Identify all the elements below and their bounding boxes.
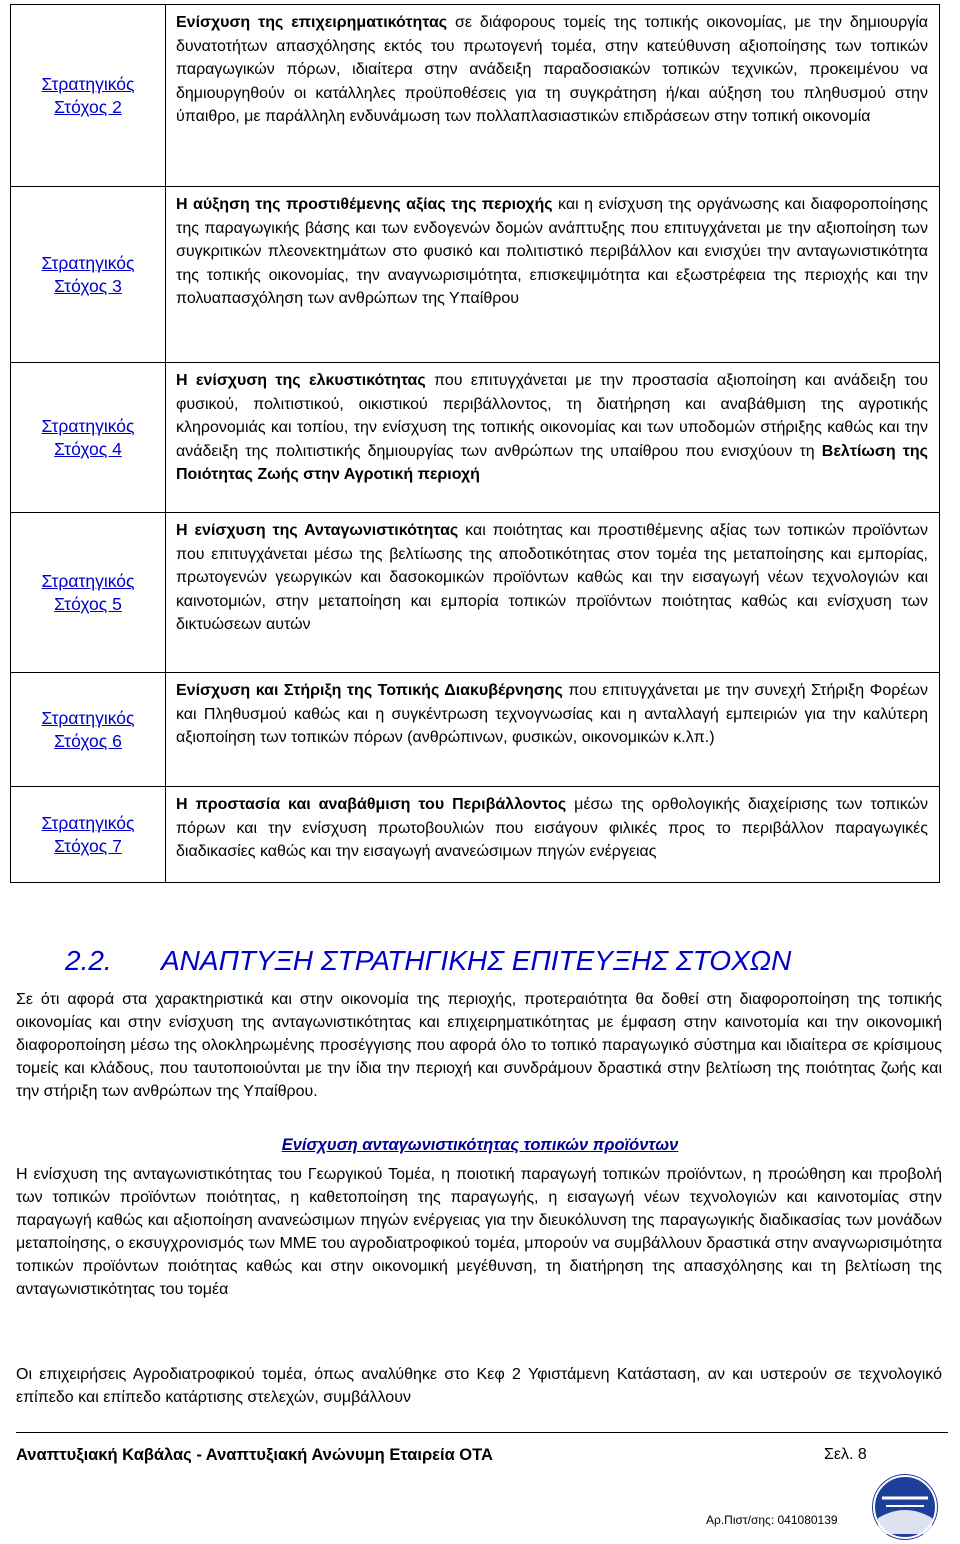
goal-text: που επιτυγχάνεται με την συνεχή Στήριξη Φορέων και Πληθυσμού καθώς και η συγκέντρωση τεχνογνωσίας και η ανταλλαγή εμπειριών για την καλύτερη αξιοποίηση των τοπικών πόρων (ανθρώπινων, φυσικών, οικονομικών κ.λπ.) <box>176 682 928 746</box>
section-heading <box>65 945 791 977</box>
goal-description <box>166 513 940 673</box>
certification-number: Αρ.Πιστ/σης: 041080139 <box>706 1513 838 1527</box>
goal-label[interactable] <box>11 787 166 883</box>
goal-label-line2[interactable]: Στόχος 2 <box>54 96 122 117</box>
goal-label[interactable] <box>11 187 166 363</box>
paragraph-competitiveness: Η ενίσχυση της ανταγωνιστικότητας του Γεωργικού Τομέα, η ποιοτική παραγωγή τοπικών προϊόντων, η προώθηση και προβολή των τοπικών προϊόντων ποιότητας, η καθετοποίηση της παραγωγής, η εισαγωγή νέων τεχνολογιών και καινοτομίας στην παραγωγή καθώς και αξιοποίηση ανανεώσιμων πηγών ενέργειας για την διευκόλυνση της παραγωγικής διαδικασίας των μονάδων μεταποίησης, ο εκσυγχρονισμός των ΜΜΕ του αγροδιατροφικού τομέα, μπορούν να συμβάλλουν δραστικά στην αναγνωρισιμότητα τοπικών προϊόντων ποιότητας καθώς και στην οικονομική μεγέθυνση, τη διατήρηση της απασχόλησης και τη βελτίωση της ανταγωνιστικότητας του τομέα <box>16 1166 942 1298</box>
goal-lead: Η ενίσχυση της Ανταγωνιστικότητας <box>176 522 459 539</box>
goal-label-line1[interactable]: Στρατηγικός <box>41 707 135 728</box>
goal-label[interactable] <box>11 513 166 673</box>
footer-organization: Αναπτυξιακή Καβάλας - Αναπτυξιακή Ανώνυμη Εταιρεία ΟΤΑ <box>16 1446 493 1464</box>
goal-lead: Ενίσχυση και Στήριξη της Τοπικής Διακυβέρνησης <box>176 682 563 699</box>
goal-description <box>166 187 940 363</box>
strategic-goals-table <box>10 4 940 883</box>
goal-lead: Ενίσχυση της επιχειρηματικότητας <box>176 14 448 31</box>
goal-label-line1[interactable]: Στρατηγικός <box>41 812 135 833</box>
goal-text: που επιτυγχάνεται με την προστασία αξιοποίηση και ανάδειξη του φυσικού, πολιτιστικού, οικιστικού περιβάλλοντος, τη διατήρηση και αναβάθμιση της αγροτικής κληρονομιάς και τοπίου, την ενίσχυση της τοπικής οικονομίας και των υποδομών στήριξης καθώς και την ανάδειξη της πολιτιστικής δημιουργίας των ανθρώπων της υπαίθρου που ενισχύουν τη <box>176 372 928 460</box>
goal-row <box>11 187 940 363</box>
badge-graphic-icon <box>872 1474 938 1540</box>
goal-description <box>166 363 940 513</box>
goal-label-line1[interactable]: Στρατηγικός <box>41 252 135 273</box>
goal-description <box>166 5 940 187</box>
goal-description <box>166 673 940 787</box>
goal-label-line2[interactable]: Στόχος 4 <box>54 438 122 459</box>
goal-label-line2[interactable]: Στόχος 7 <box>54 835 122 856</box>
subheading: Ενίσχυση ανταγωνιστικότητας τοπικών προϊόντων <box>281 1136 679 1154</box>
goal-text: και ποιότητας και προστιθέμενης αξίας των τοπικών προϊόντων που επιτυγχάνεται μέσω της βελτίωσης της αποδοτικότητας στον τομέα της μεταποίησης και εμπορίας, πρωτογενών γεωργικών και δασοκομικών προϊόντων καθώς και την εισαγωγή νέων τεχνολογιών και καινοτομιών, στην μεταποίηση και εμπορία τοπικών προϊόντων ποιότητας καθώς και ενίσχυση των δικτυώσεων αυτών <box>176 522 928 633</box>
paragraph-agrifood-enterprises: Οι επιχειρήσεις Αγροδιατροφικού τομέα, όπως αναλύθηκε στο Κεφ 2 Υφιστάμενη Κατάσταση, αν και υστερούν σε τεχνολογικό επίπεδο και επίπεδο κατάρτισης στελεχών, συμβάλλουν <box>16 1366 942 1406</box>
goal-label[interactable] <box>11 673 166 787</box>
goal-label-line2[interactable]: Στόχος 5 <box>54 593 122 614</box>
goal-lead: Η προστασία και αναβάθμιση του Περιβάλλοντος <box>176 796 567 813</box>
goal-description <box>166 787 940 883</box>
goal-label-line2[interactable]: Στόχος 3 <box>54 275 122 296</box>
section-number: 2.2. <box>65 945 112 976</box>
footer-page-number: Σελ. 8 <box>824 1446 867 1463</box>
goal-lead: Η ενίσχυση της ελκυστικότητας <box>176 372 426 389</box>
goal-row <box>11 363 940 513</box>
goal-lead: Η αύξηση της προστιθέμενης αξίας της περιοχής <box>176 196 553 213</box>
goal-label-line1[interactable]: Στρατηγικός <box>41 415 135 436</box>
goal-label[interactable] <box>11 5 166 187</box>
goal-lead-secondary: Βελτίωση της Ποιότητας Ζωής στην Αγροτική περιοχή <box>176 442 928 483</box>
goal-row <box>11 513 940 673</box>
footer-rule <box>16 1432 948 1433</box>
goal-label[interactable] <box>11 363 166 513</box>
goal-text: μέσω της ορθολογικής διαχείρισης των τοπικών πόρων και την ενίσχυση πρωτοβουλιών που εισάγουν φιλικές προς το περιβάλλον παραγωγικές διαδικασίες καθώς και την εισαγωγή ανανεώσιμων πηγών ενέργειας <box>176 796 929 860</box>
goal-row <box>11 673 940 787</box>
goal-label-line1[interactable]: Στρατηγικός <box>41 570 135 591</box>
strategic-goals-body <box>11 5 940 883</box>
intro-paragraph: Σε ότι αφορά στα χαρακτηριστικά και στην οικονομία της περιοχής, προτεραιότητα θα δοθεί στη διαφοροποίηση της τοπικής οικονομίας και στην ενίσχυση της ανταγωνιστικότητας και επιχειρηματικότητας με έμφαση στην καινοτομία και την οικονομική διαφοροποίηση μέσω της ολοκληρωμένης προσέγγισης που αφορά όλο το τοπικό παραγωγικό σύστημα και ιδιαίτερα σε κρίσιμους τομείς και κλάδους, που ταυτοποιούνται με την ίδια την περιοχή και συνδράμουν δραστικά στην βελτίωση της ποιότητας ζωής και την στήριξη των ανθρώπων της Υπαίθρου. <box>16 991 942 1100</box>
section-title: ΑΝΑΠΤΥΞΗ ΣΤΡΑΤΗΓΙΚΗΣ ΕΠΙΤΕΥΞΗΣ ΣΤΟΧΩΝ <box>161 945 792 976</box>
goal-label-line2[interactable]: Στόχος 6 <box>54 730 122 751</box>
goal-row <box>11 5 940 187</box>
goal-label-line1[interactable]: Στρατηγικός <box>41 73 135 94</box>
goal-text: σε διάφορους τομείς της τοπικής οικονομίας, με την δημιουργία δυνατοτήτων απασχόλησης εκτός του πρωτογενή τομέα, στην κατεύθυνση αξιοποίησης των τοπικών παραγωγικών πόρων, ιδιαίτερα στην ανάδειξη παραδοσιακών τοπικών τεχνικών, προκειμένου να δημιουργηθούν οι κατάλληλες προϋποθέσεις για τη συγκράτηση ή/και αύξηση του πληθυσμού στην ύπαιθρο, με παράλληλη ενδυνάμωση των πολλαπλασιαστικών επιδράσεων στην τοπική οικονομία <box>176 14 929 125</box>
goal-text: και η ενίσχυση της οργάνωσης και διαφοροποίησης της παραγωγικής βάσης και των ενδογενών δομών ανάπτυξης που επιτυγχάνεται με την αξιοποίηση των συγκριτικών πλεονεκτημάτων στο φυσικό και πολιτιστικό περιβάλλον και ενισχύει την ανταγωνιστικότητα της τοπικής οικονομίας, την αναγνωρισιμότητα, επισκεψιμότητα και εξωστρέφεια της περιοχής και την πολυαπασχόληση των ανθρώπων της Υπαίθρου <box>176 196 929 307</box>
tuv-nord-certification-badge-icon <box>872 1474 938 1540</box>
goal-row <box>11 787 940 883</box>
